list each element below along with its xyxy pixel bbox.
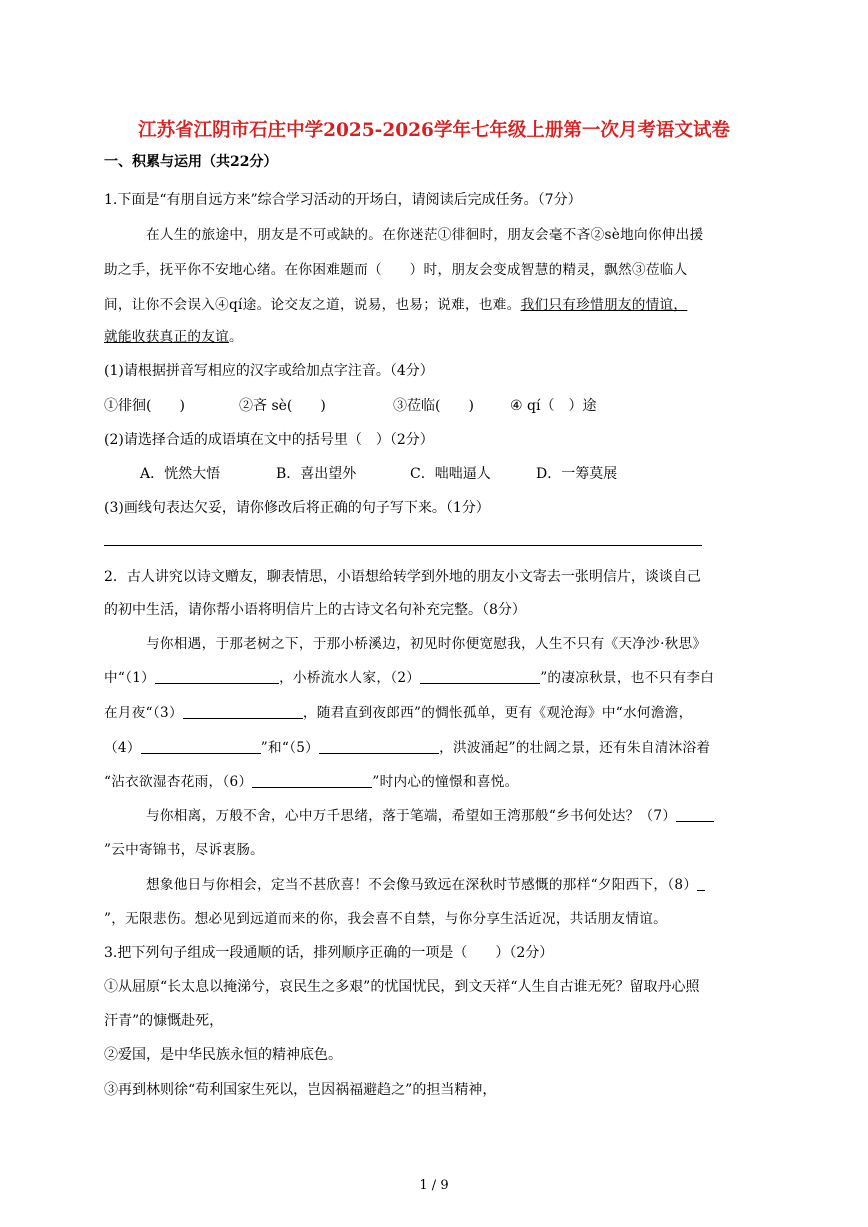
- q2-stem-line-1: 2．古人讲究以诗文赠友，聊表情思，小语想给转学到外地的朋友小文寄去一张明信片，谈谈自己: [104, 569, 701, 585]
- q1-sub1: (1)请根据拼音写相应的汉字或给加点字注音。（4分）: [104, 363, 434, 379]
- blank-7[interactable]: [676, 807, 714, 822]
- q2-text: “沾衣欲湿杏花雨，（6）: [104, 774, 253, 790]
- blank-6[interactable]: [252, 773, 372, 788]
- q1-passage-end: 。: [229, 329, 243, 345]
- q2-passage-line-4: [104, 738, 710, 758]
- q1-sub1-item-1: ①徘徊( ): [104, 398, 185, 414]
- q1-passage-text: 间，让你不会误入④qí途。论交友之道，说易，也易；说难，也难。: [104, 297, 521, 313]
- q3-sentence-1-line-2: 汗青”的慷慨赴死，: [104, 1013, 224, 1029]
- option-c: C．咄咄逼人: [410, 466, 491, 482]
- q1-passage-line-3: [104, 295, 687, 315]
- blank-1[interactable]: [155, 669, 279, 684]
- q1-passage-line-2: 助之手，抚平你不安地心绪。在你困难题而（ ）时，朋友会变成智慧的精灵，飘然③莅临人: [104, 262, 688, 278]
- q2-text: ，随君直到夜郎西”的惆怅孤单，更有《观沧海》中“水何澹澹，: [302, 705, 693, 721]
- q1-stem: 1.下面是“有朋自远方来”综合学习活动的开场白，请阅读后完成任务。（7分）: [104, 192, 582, 208]
- q1-passage-line-4: [104, 327, 243, 347]
- blank-5[interactable]: [319, 739, 439, 754]
- q2-passage-line-6: [146, 806, 714, 826]
- option-b: B．喜出望外: [276, 466, 357, 482]
- q2-passage-line-3: [104, 703, 693, 723]
- q2-text: ”的凄凉秋景，也不只有李白: [540, 670, 715, 686]
- q2-text: ，小桥流水人家，（2）: [279, 670, 421, 686]
- underlined-sentence-part-2: 就能收获真正的友谊: [104, 329, 230, 345]
- blank-2[interactable]: [420, 669, 540, 684]
- option-d: D．一筹莫展: [536, 466, 618, 482]
- q1-sub1-item-2: ②吝 sè( ): [239, 398, 326, 414]
- option-a: A．恍然大悟: [140, 466, 221, 482]
- q2-passage-line-9: ”，无限悲伤。想必见到远道而来的你，我会喜不自禁，与你分享生活近况，共话朋友情谊。: [104, 911, 667, 927]
- q2-passage-line-1: 与你相遇，于那老树之下，于那小桥溪边，初见时你便宽慰我，人生不只有《天净沙·秋思》: [146, 636, 707, 652]
- q3-sentence-2: ②爱国，是中华民族永恒的精神底色。: [104, 1047, 342, 1063]
- underlined-sentence-part-1: 我们只有珍惜朋友的情谊，: [520, 297, 688, 313]
- q2-text: 与你相离，万般不舍，心中万千思绪，落于笔端，希望如王湾那般“乡书何处达？（7）: [146, 808, 677, 824]
- q1-sub1-item-4: ④ qí（ ）途: [510, 398, 597, 414]
- q1-sub2: (2)请选择合适的成语填在文中的括号里（ ）（2分）: [104, 432, 434, 448]
- blank-3[interactable]: [183, 704, 303, 719]
- q2-passage-line-2: [104, 668, 714, 688]
- q2-passage-line-8: [146, 875, 705, 895]
- q1-sub1-item-3: ③莅临( ): [393, 398, 474, 414]
- q2-text: ，洪波涌起”的壮阔之景，还有朱自清沐浴着: [439, 740, 711, 756]
- q2-text: 中“（1）: [104, 670, 156, 686]
- q2-text: 在月夜“（3）: [104, 705, 183, 721]
- q1-passage-line-1: 在人生的旅途中，朋友是不可或缺的。在你迷茫①徘徊时，朋友会毫不吝②sè地向你伸出援: [146, 227, 704, 243]
- q3-sentence-3: ③再到林则徐“苟利国家生死以，岂因祸福避趋之”的担当精神，: [104, 1082, 497, 1098]
- q2-passage-line-7: ”云中寄锦书，尽诉衷肠。: [104, 842, 265, 858]
- q2-text: ”时内心的憧憬和喜悦。: [372, 774, 519, 790]
- answer-line[interactable]: [104, 545, 702, 546]
- section-heading: 一、积累与运用（共22分）: [104, 154, 278, 170]
- blank-4[interactable]: [141, 739, 261, 754]
- q2-text: ”和“（5）: [260, 740, 320, 756]
- q3-stem: 3.把下列句子组成一段通顺的话，排列顺序正确的一项是（ ）（2分）: [104, 945, 554, 961]
- page-number: 1 / 9: [419, 1178, 449, 1193]
- q1-sub3: (3)画线句表达欠妥，请你修改后将正确的句子写下来。（1分）: [104, 500, 490, 516]
- q2-text: （4）: [104, 740, 141, 756]
- q2-passage-line-5: [104, 772, 519, 792]
- page-title: 江苏省江阴市石庄中学2025-2026学年七年级上册第一次月考语文试卷: [138, 120, 730, 141]
- blank-8[interactable]: [697, 876, 705, 891]
- q2-text: 想象他日与你相会，定当不甚欣喜！不会像马致远在深秋时节感慨的那样“夕阳西下，（8）: [146, 877, 698, 893]
- q3-sentence-1-line-1: ①从屈原“长太息以掩涕兮，哀民生之多艰”的忧国忧民，到文天祥“人生自古谁无死？留取丹心照: [104, 979, 700, 995]
- q2-stem-line-2: 的初中生活，请你帮小语将明信片上的古诗文名句补充完整。（8分）: [104, 602, 526, 618]
